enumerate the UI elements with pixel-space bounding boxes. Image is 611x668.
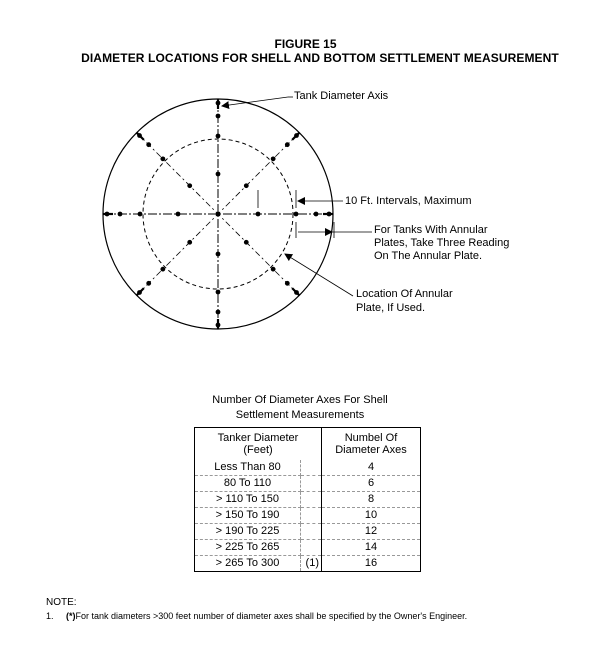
footnote-mark-cell [301, 508, 322, 524]
note-text: For tank diameters >300 feet number of diameter axes shall be specified by the Owner's Engineer. [75, 611, 468, 621]
footnote-mark-cell: (1) [301, 556, 322, 572]
axes-count-cell: 6 [322, 476, 421, 492]
diameter-range-cell: > 225 To 265 [195, 540, 301, 556]
table-header-row [195, 428, 421, 461]
measurement-point [216, 172, 221, 177]
note-heading: NOTE: [46, 597, 77, 608]
measurement-point [187, 240, 192, 245]
footnote-mark-cell [301, 524, 322, 540]
axes-count-cell: 8 [322, 492, 421, 508]
measurement-point [294, 212, 299, 217]
annular-label-3: On The Annular Plate. [374, 250, 483, 262]
measurement-point [216, 212, 221, 217]
diameter-axes-table [194, 427, 421, 572]
table-caption [180, 393, 420, 423]
axes-count-cell: 12 [322, 524, 421, 540]
header-number-of-axes: Numbel Of Diameter Axes [335, 432, 407, 456]
note-marker: (*) [66, 611, 76, 621]
axes-count-cell: 16 [364, 557, 378, 569]
measurement-point [216, 134, 221, 139]
annular-label-2: Plates, Take Three Reading [374, 237, 510, 249]
measurement-point [146, 281, 151, 286]
note-number: 1. [46, 611, 54, 621]
diameter-range-cell: > 150 To 190 [195, 508, 301, 524]
axes-count-cell: 10 [322, 508, 421, 524]
note-item [46, 611, 467, 621]
axes-count-cell: 4 [322, 460, 421, 476]
measurement-point [256, 212, 261, 217]
table-row [195, 460, 421, 476]
diameter-range-cell: > 190 To 225 [195, 524, 301, 540]
measurement-point [271, 267, 276, 272]
header-tank-diameter: Tanker Diameter (Feet) [195, 428, 322, 461]
figure-number: FIGURE 15 [274, 37, 337, 51]
table-caption-line-1: Number Of Diameter Axes For Shell [212, 394, 388, 406]
footnote-mark-cell [301, 540, 322, 556]
table-row [195, 492, 421, 508]
measurement-point [244, 240, 249, 245]
measurement-point [187, 183, 192, 188]
diameter-range-cell: > 110 To 150 [195, 492, 301, 508]
measurement-point [314, 212, 319, 217]
interval-label: 10 Ft. Intervals, Maximum [345, 195, 472, 207]
diameter-range-cell: Less Than 80 [195, 460, 301, 476]
footnote-mark-cell [301, 476, 322, 492]
measurement-point [216, 252, 221, 257]
table-row [195, 508, 421, 524]
axes-count-cell: 14 [322, 540, 421, 556]
table-row [195, 540, 421, 556]
measurement-point [176, 212, 181, 217]
measurement-point [216, 114, 221, 119]
measurement-point [118, 212, 123, 217]
diameter-range-cell: 80 To 110 [195, 476, 301, 492]
table-row [195, 476, 421, 492]
footnote-mark-cell [301, 460, 322, 476]
measurement-point [160, 267, 165, 272]
footnote-mark-cell [301, 492, 322, 508]
table-caption-line-2: Settlement Measurements [235, 409, 365, 421]
measurement-point [138, 212, 143, 217]
table-row [195, 556, 421, 572]
diameter-range-cell: > 265 To 300 [195, 556, 301, 572]
measurement-point [216, 290, 221, 295]
measurement-point [160, 156, 165, 161]
measurement-point [146, 142, 151, 147]
table-body [195, 460, 421, 572]
annular-label-1: For Tanks With Annular [374, 224, 488, 236]
table-row [195, 524, 421, 540]
measurement-point [285, 281, 290, 286]
figure-title: DIAMETER LOCATIONS FOR SHELL AND BOTTOM SETTLEMENT MEASUREMENT [81, 51, 559, 65]
annular-location-label-1: Location Of Annular [356, 288, 453, 300]
measurement-point [271, 156, 276, 161]
tank-axis-label: Tank Diameter Axis [294, 90, 389, 102]
measurement-point [216, 310, 221, 315]
annular-location-label-2: Plate, If Used. [356, 302, 426, 314]
measurement-point [285, 142, 290, 147]
measurement-point [244, 183, 249, 188]
